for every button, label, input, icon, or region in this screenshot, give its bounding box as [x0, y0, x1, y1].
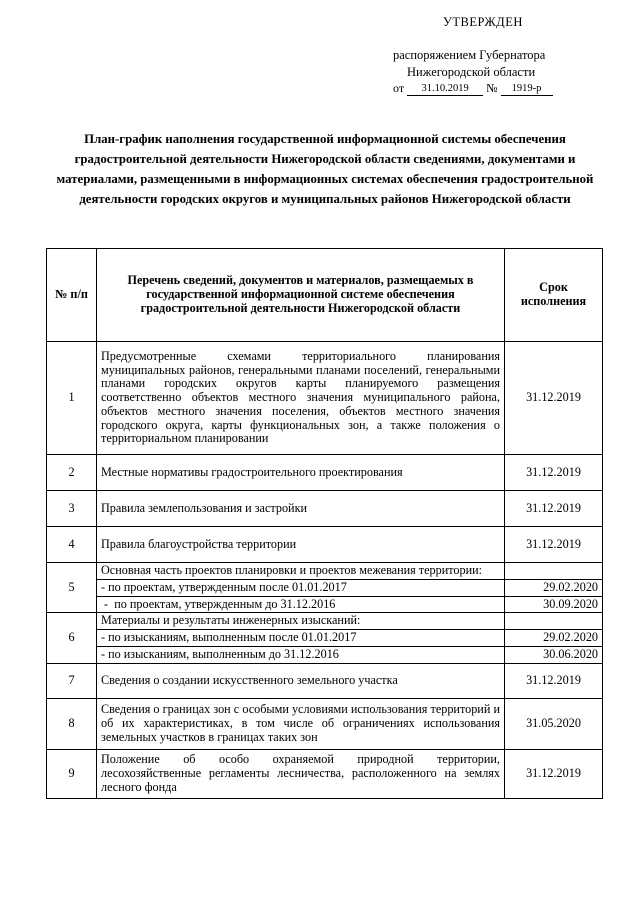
row-num: 3 — [47, 491, 97, 527]
row-date: 31.12.2019 — [505, 491, 603, 527]
table-subrow — [47, 596, 603, 613]
subrow-date: 29.02.2020 — [505, 579, 603, 596]
row-text: Правила землепользования и застройки — [97, 491, 505, 527]
row-text: Предусмотренные схемами территориального планирования муниципальных районов, генеральными планами поселений, генеральными планами городских округов карты планируемого размещения соответственно объектов местного значения муниципального района, объектов местного значения поселения, объектов местного значения городского округа, карты функциональных зон, а также положения о территориальном планировании — [97, 342, 505, 455]
table-row — [47, 613, 603, 630]
subrow-date: 29.02.2020 — [505, 630, 603, 647]
row-num: 1 — [47, 342, 97, 455]
table-row — [47, 491, 603, 527]
row-num: 8 — [47, 698, 97, 749]
row-text: Положение об особо охраняемой природной территории, лесохозяйственные регламенты лесничества, расположенного на землях лесного фонда — [97, 749, 505, 798]
subrow-text: - по изысканиям, выполненным до 31.12.2016 — [97, 646, 505, 663]
subrow-text: - по изысканиям, выполненным после 01.01.2017 — [97, 630, 505, 647]
approval-number: 1919-р — [501, 83, 553, 96]
table-row — [47, 698, 603, 749]
table-header-row — [47, 249, 603, 342]
table-row — [47, 563, 603, 580]
row-date-empty — [505, 563, 603, 580]
table-row — [47, 663, 603, 698]
row-text: Сведения о границах зон с особыми условиями использования территорий и об их характеристиках, в том числе об ограничениях использования земельных участков в границах таких зон — [97, 698, 505, 749]
approval-date-line — [393, 80, 553, 97]
row-num: 2 — [47, 455, 97, 491]
row-date-empty — [505, 613, 603, 630]
subrow-date: 30.09.2020 — [505, 596, 603, 613]
row-num: 9 — [47, 749, 97, 798]
row-text: Правила благоустройства территории — [97, 527, 505, 563]
header-num: № п/п — [47, 249, 97, 342]
approval-from-label: от — [393, 81, 405, 95]
table-subrow — [47, 630, 603, 647]
table-row — [47, 342, 603, 455]
row-date: 31.12.2019 — [505, 342, 603, 455]
plan-table — [46, 248, 603, 799]
header-list: Перечень сведений, документов и материалов, размещаемых в государственной информационной системе обеспечения градостроительной деятельности Нижегородской области — [97, 249, 505, 342]
row-num: 7 — [47, 663, 97, 698]
approval-title: УТВЕРЖДЕН — [443, 15, 523, 29]
subrow-text: - по проектам, утвержденным до 31.12.2016 — [97, 596, 505, 613]
table-row — [47, 455, 603, 491]
subrow-date: 30.06.2020 — [505, 646, 603, 663]
table-row — [47, 527, 603, 563]
subrow-text: - по проектам, утвержденным после 01.01.2017 — [97, 579, 505, 596]
document-title: План-график наполнения государственной информационной системы обеспечения градостроительной деятельности Нижегородской области сведениями, документами и материалами, размещенными в информационных системах обеспечения градостроительной деятельности городских округов и муниципальных районов Нижегородской области — [56, 132, 594, 206]
row-text: Сведения о создании искусственного земельного участка — [97, 663, 505, 698]
table-row — [47, 749, 603, 798]
row-text: Основная часть проектов планировки и проектов межевания территории: — [97, 563, 505, 580]
approval-line-2: Нижегородской области — [407, 65, 536, 79]
approval-line-1: распоряжением Губернатора — [393, 48, 546, 62]
row-date: 31.12.2019 — [505, 455, 603, 491]
row-date: 31.12.2019 — [505, 527, 603, 563]
row-num: 6 — [47, 613, 97, 663]
row-num: 5 — [47, 563, 97, 613]
table-subrow — [47, 579, 603, 596]
approval-number-label: № — [486, 81, 498, 95]
row-num: 4 — [47, 527, 97, 563]
table-subrow — [47, 646, 603, 663]
row-date: 31.12.2019 — [505, 749, 603, 798]
row-date: 31.12.2019 — [505, 663, 603, 698]
row-text: Местные нормативы градостроительного проектирования — [97, 455, 505, 491]
header-deadline: Срок исполнения — [505, 249, 603, 342]
approval-date: 31.10.2019 — [407, 83, 483, 96]
row-text: Материалы и результаты инженерных изысканий: — [97, 613, 505, 630]
row-date: 31.05.2020 — [505, 698, 603, 749]
